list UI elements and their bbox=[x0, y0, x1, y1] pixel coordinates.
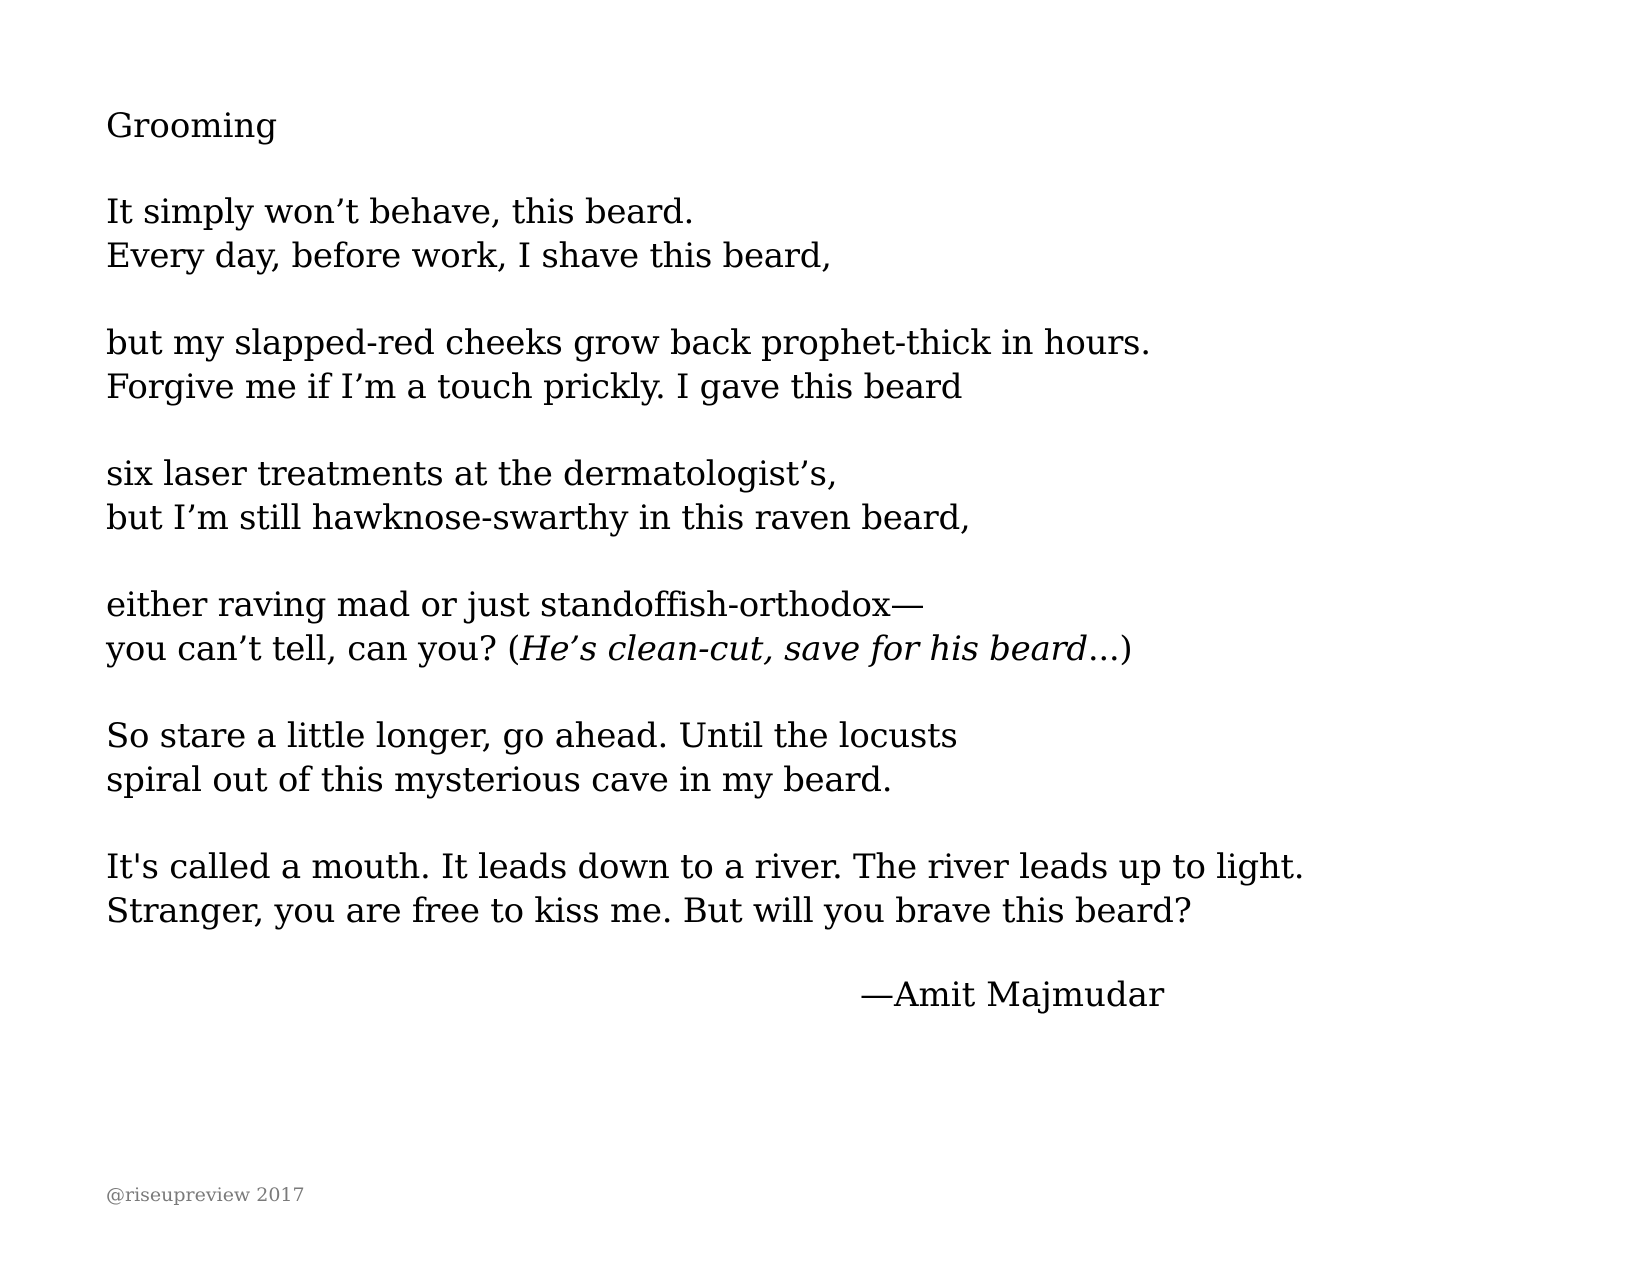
poem-line-5: six laser treatments at the dermatologist’s, bbox=[106, 454, 838, 494]
poem-line-8 bbox=[106, 627, 1132, 671]
poem-line-3: but my slapped-red cheeks grow back prophet-thick in hours. bbox=[106, 323, 1151, 363]
poem-line-1: It simply won’t behave, this beard. bbox=[106, 192, 695, 232]
poem-author: —Amit Majmudar bbox=[860, 975, 1165, 1015]
poem-line-12: Stranger, you are free to kiss me. But will you brave this beard? bbox=[106, 891, 1192, 931]
poem-line-2: Every day, before work, I shave this beard, bbox=[106, 236, 832, 276]
poem-title: Grooming bbox=[106, 106, 278, 146]
poem-line-7: either raving mad or just standoffish-orthodox— bbox=[106, 585, 925, 625]
poem-line-4: Forgive me if I’m a touch prickly. I gave this beard bbox=[106, 367, 963, 407]
poem-line-8-pre: you can’t tell, can you? ( bbox=[106, 629, 521, 669]
poem-line-11: It's called a mouth. It leads down to a river. The river leads up to light. bbox=[106, 847, 1305, 887]
poem-line-9: So stare a little longer, go ahead. Until the locusts bbox=[106, 716, 958, 756]
poem-line-8-italic: He’s clean-cut, save for his beard bbox=[520, 629, 1088, 669]
poem-line-6: but I’m still hawknose-swarthy in this raven beard, bbox=[106, 498, 971, 538]
poem-line-8-post: ...) bbox=[1087, 629, 1133, 669]
poem-line-10: spiral out of this mysterious cave in my beard. bbox=[106, 760, 893, 800]
footer-credit: @riseupreview 2017 bbox=[106, 1184, 305, 1206]
